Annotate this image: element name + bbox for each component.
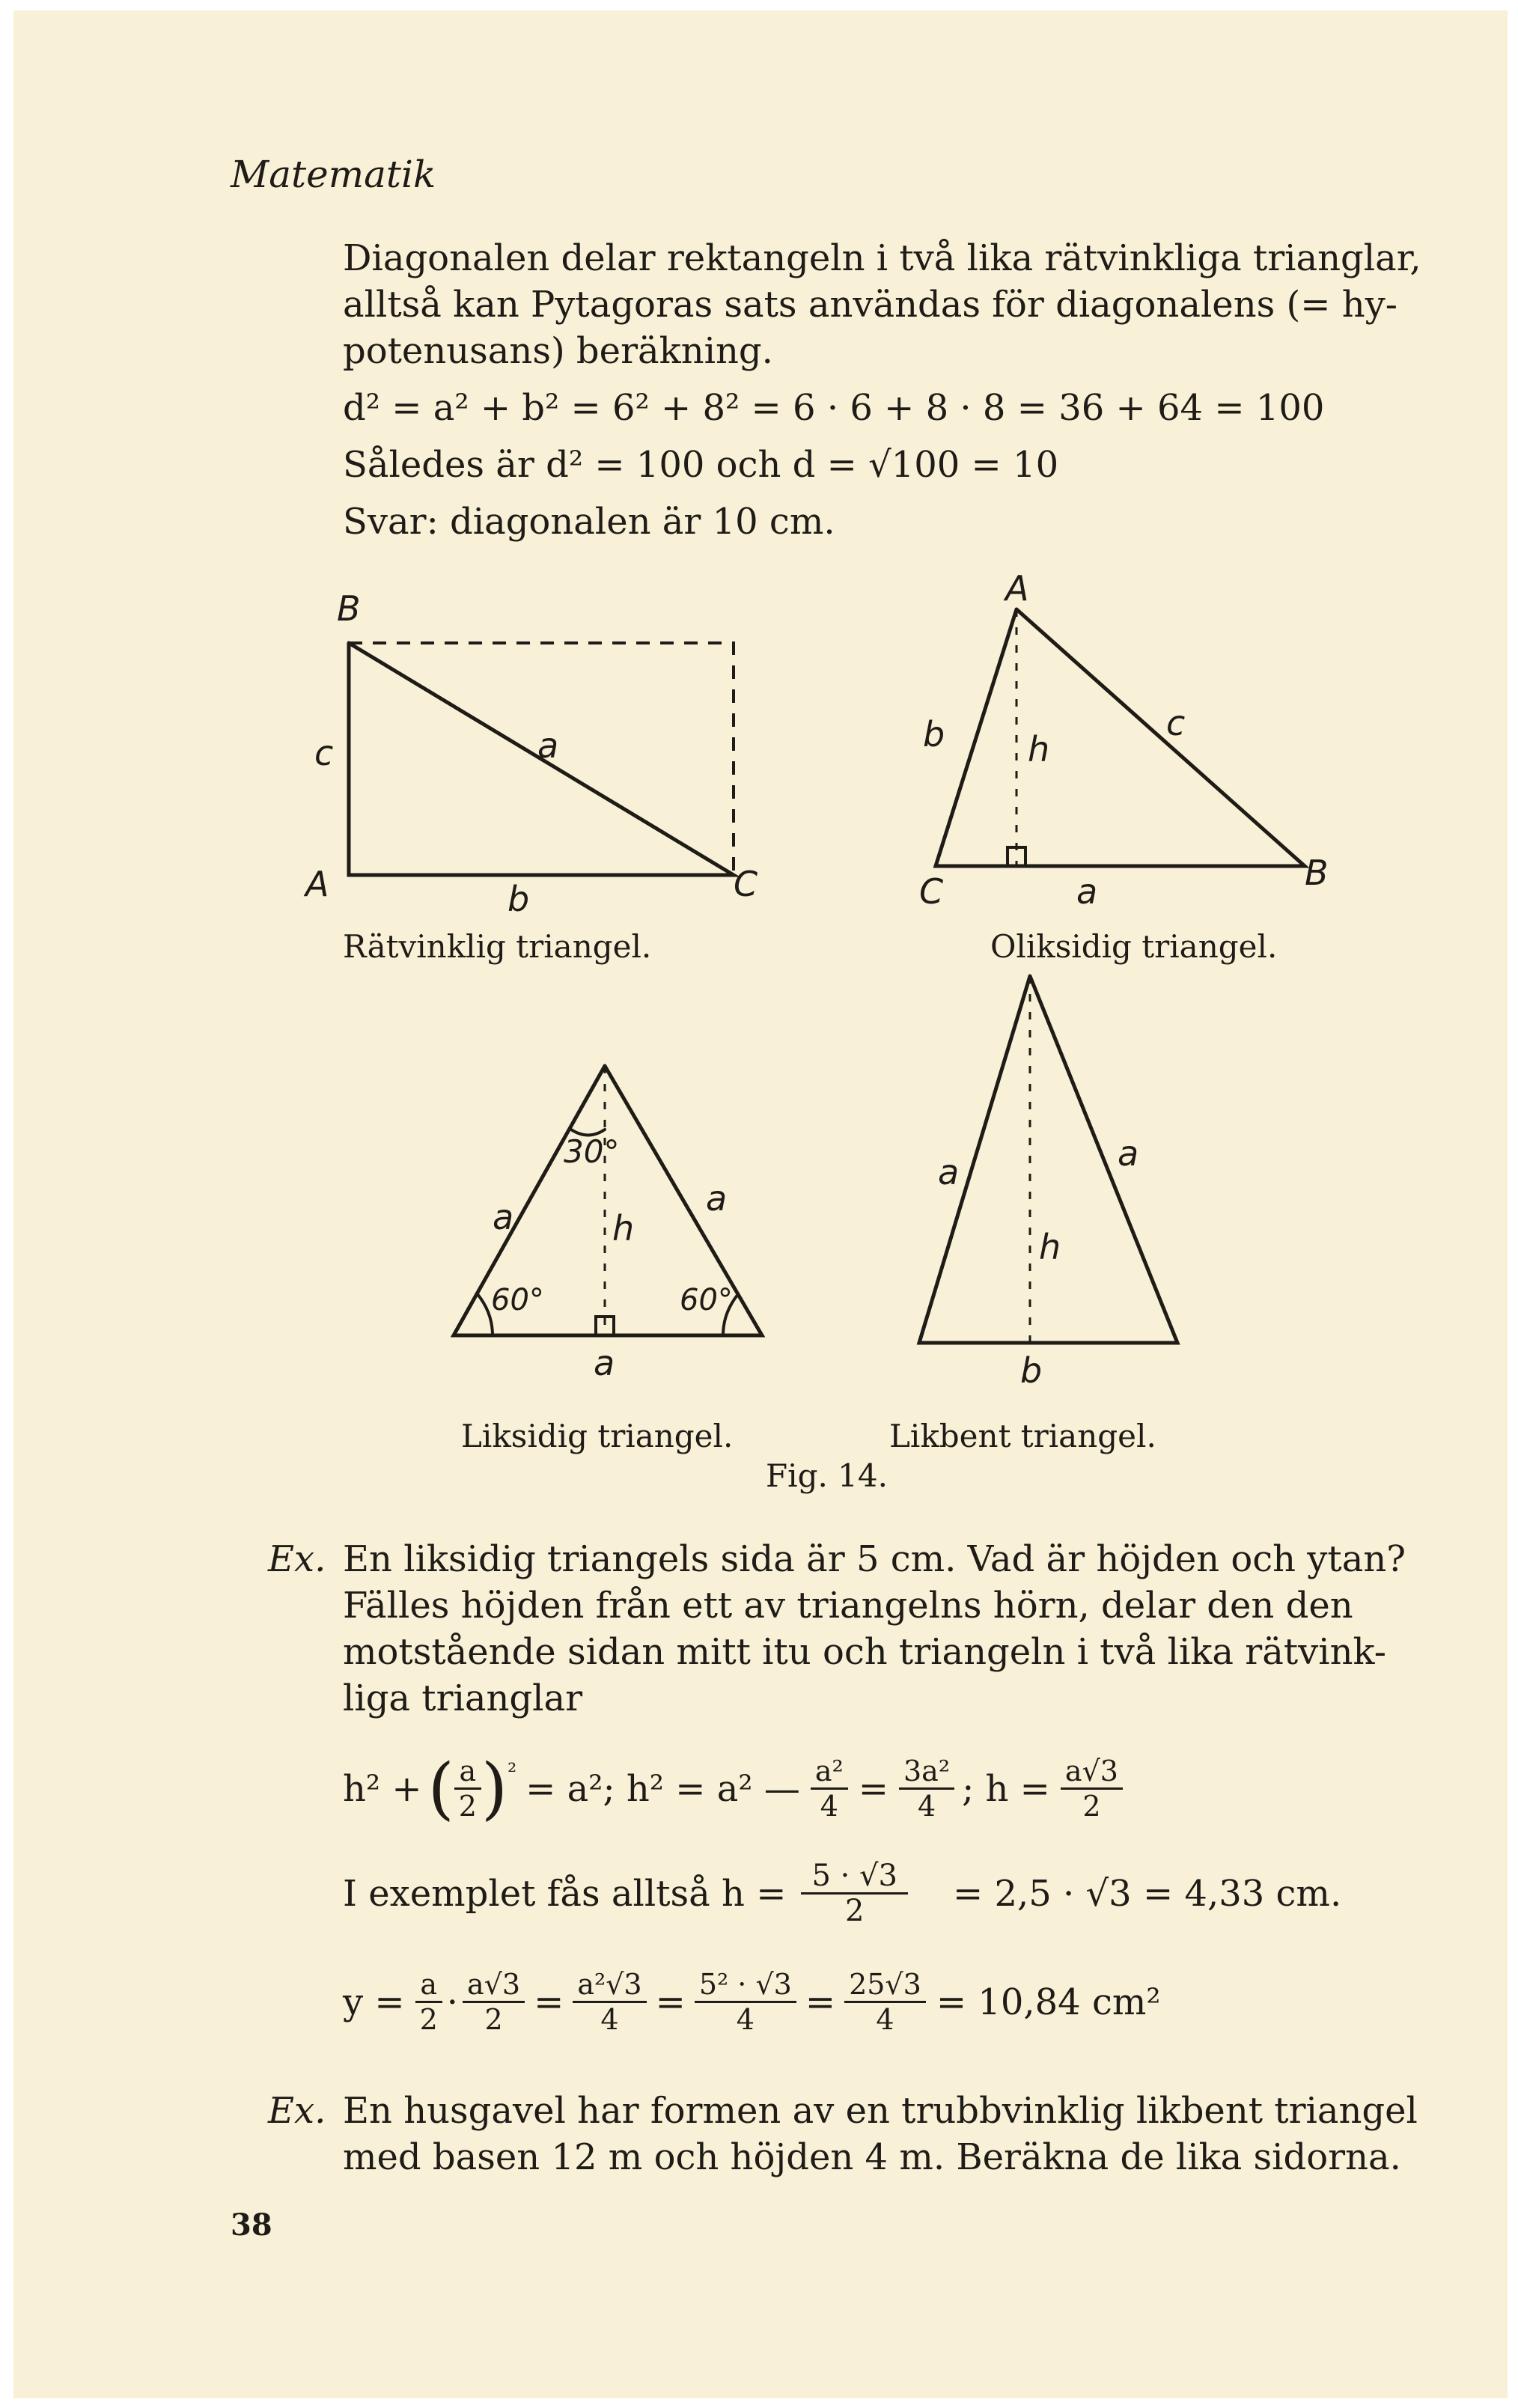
intro-line-1: Diagonalen delar rektangeln i två lika rätvinkliga trianglar, — [343, 237, 1421, 279]
fig1-label-A: A — [305, 864, 329, 904]
page-number: 38 — [231, 2207, 272, 2243]
f1-paren-num: a — [454, 1755, 481, 1790]
f3-eq2: = — [655, 1981, 686, 2023]
diagonal-result: Således är d² = 100 och d = √100 = 10 — [343, 444, 1059, 486]
example2-text — [343, 2088, 1418, 2180]
f1-paren-fraction — [454, 1755, 481, 1823]
f3-eq1: = — [534, 1981, 564, 2023]
f3-t2-den: 2 — [484, 2003, 503, 2036]
f1-frac1-den: 4 — [820, 1790, 838, 1823]
f3-t4-num: 5² · √3 — [695, 1968, 796, 2003]
f3-term2 — [463, 1968, 525, 2036]
f1-eq: = — [858, 1767, 888, 1810]
book-page — [13, 10, 1508, 2398]
f3-y: y = — [343, 1981, 405, 2023]
height-derivation-formula — [343, 1749, 1123, 1828]
f3-eq3: = — [805, 1981, 836, 2023]
example2-label: Ex. — [268, 2090, 326, 2132]
f3-dot: · — [446, 1981, 459, 2023]
pythagoras-equation: d² = a² + b² = 6² + 8² = 6 · 6 + 8 · 8 = 36 + 64 = 100 — [343, 387, 1325, 429]
isosceles-triangle-figure — [13, 10, 1508, 2398]
example2-line-1: En husgavel har formen av en trubbvinklig likbent triangel — [343, 2090, 1418, 2132]
height-example-formula — [343, 1859, 1341, 1927]
fig1-label-c: c — [314, 733, 334, 773]
f1-frac2-den: 4 — [917, 1790, 936, 1823]
f3-t1-den: 2 — [419, 2003, 438, 2036]
area-formula — [343, 1968, 1161, 2036]
fig1-label-b: b — [507, 879, 530, 919]
example1-label: Ex. — [268, 1538, 326, 1580]
example1-text — [343, 1536, 1406, 1722]
f1-frac2-num: 3a² — [899, 1755, 954, 1790]
fig4-label-a-right: a — [1118, 1133, 1139, 1174]
f2-post: = 2,5 · √3 = 4,33 cm. — [952, 1872, 1342, 1915]
f1-h-eq: ; h = — [962, 1767, 1050, 1810]
f3-term3 — [573, 1968, 646, 2036]
f1-frac3 — [1061, 1755, 1123, 1823]
fig3-label-a-right: a — [706, 1178, 728, 1219]
fig3-caption: Liksidig triangel. — [461, 1418, 734, 1454]
f1-paren-den: 2 — [458, 1790, 477, 1823]
fig3-angle-top: 30° — [564, 1133, 620, 1170]
example1-line-3: motstående sidan mitt itu och triangeln i två lika rätvink- — [343, 1631, 1386, 1673]
fig4-caption: Likbent triangel. — [889, 1418, 1156, 1454]
f3-term1 — [415, 1968, 442, 2036]
figure-label: Fig. 14. — [766, 1457, 888, 1494]
f3-t5-num: 25√3 — [844, 1968, 926, 2003]
fig2-label-b: b — [923, 714, 945, 755]
f1-frac3-den: 2 — [1082, 1790, 1101, 1823]
intro-line-3: potenusans) beräkning. — [343, 330, 773, 372]
fig3-label-a-left: a — [493, 1197, 514, 1237]
fig2-label-h: h — [1028, 729, 1050, 769]
f3-t3-num: a²√3 — [573, 1968, 646, 2003]
fig2-caption: Oliksidig triangel. — [990, 928, 1278, 965]
f2-fraction — [801, 1859, 908, 1927]
f3-t5-den: 4 — [876, 2003, 894, 2036]
fig2-label-B: B — [1305, 853, 1329, 893]
fig1-label-a: a — [537, 725, 559, 766]
fig3-label-h: h — [612, 1208, 635, 1249]
f1-paren-close-icon: ) — [481, 1749, 508, 1828]
f3-result: = 10,84 cm² — [936, 1981, 1161, 2023]
f2-num: 5 · √3 — [801, 1859, 908, 1895]
fig3-label-a-base: a — [594, 1343, 615, 1383]
f1-frac1-num: a² — [811, 1755, 848, 1790]
f3-t3-den: 4 — [600, 2003, 619, 2036]
fig1-label-C: C — [734, 864, 758, 904]
intro-line-2: alltså kan Pytagoras sats användas för diagonalens (= hy- — [343, 284, 1397, 326]
fig2-label-C: C — [919, 871, 944, 912]
example1-line-2: Fälles höjden från ett av triangelns hörn, delar den den — [343, 1585, 1353, 1627]
f1-frac2 — [899, 1755, 954, 1823]
example1-line-1: En liksidig triangels sida är 5 cm. Vad är höjden och ytan? — [343, 1538, 1406, 1580]
f3-t2-num: a√3 — [463, 1968, 525, 2003]
f3-t4-den: 4 — [736, 2003, 755, 2036]
f1-h2plus: h² + — [343, 1767, 422, 1810]
answer-line: Svar: diagonalen är 10 cm. — [343, 501, 835, 543]
f1-square: ² — [507, 1759, 517, 1785]
fig2-label-A: A — [1005, 568, 1029, 609]
f1-frac3-num: a√3 — [1061, 1755, 1123, 1790]
fig3-angle-right: 60° — [680, 1283, 733, 1317]
fig1-label-B: B — [337, 588, 361, 629]
running-header: Matematik — [231, 153, 436, 196]
fig3-angle-left: 60° — [491, 1283, 544, 1317]
f1-paren-open-icon: ( — [427, 1749, 454, 1828]
f1-frac1 — [811, 1755, 848, 1823]
fig4-label-h: h — [1039, 1227, 1061, 1267]
fig1-caption: Rätvinklig triangel. — [343, 928, 652, 965]
fig4-label-a-left: a — [938, 1152, 960, 1192]
fig2-label-a: a — [1076, 871, 1098, 912]
fig4-label-b: b — [1020, 1350, 1043, 1391]
f2-den: 2 — [844, 1894, 865, 1928]
fig2-label-c: c — [1166, 703, 1186, 743]
f3-term4 — [695, 1968, 796, 2036]
f3-term5 — [844, 1968, 926, 2036]
example2-line-2: med basen 12 m och höjden 4 m. Beräkna de lika sidorna. — [343, 2136, 1401, 2178]
f2-pre: I exemplet fås alltså h = — [343, 1872, 787, 1915]
f3-t1-num: a — [415, 1968, 442, 2003]
example1-line-4: liga trianglar — [343, 1677, 583, 1719]
f1-eq-a2: = a²; h² = a² — — [525, 1767, 800, 1810]
